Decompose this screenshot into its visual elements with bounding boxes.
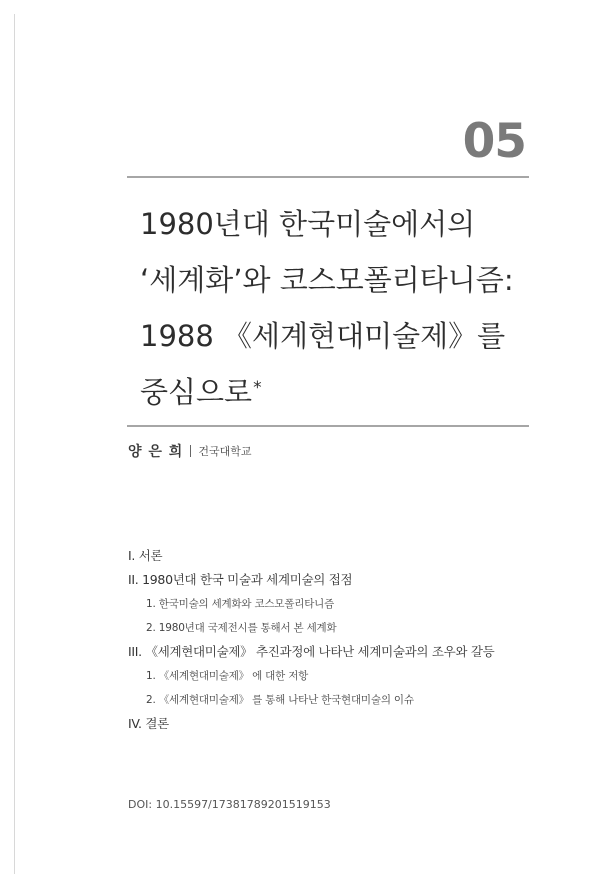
author-line [128, 441, 251, 461]
toc-item: I. 서론 [128, 548, 163, 563]
author-separator [190, 445, 191, 457]
title-line-4 [140, 364, 580, 420]
footnote-mark[interactable]: * [253, 378, 262, 398]
toc-item: IV. 결론 [128, 716, 169, 731]
toc-item: II. 1980년대 한국 미술과 세계미술의 접점 [128, 572, 353, 587]
toc-item: III. 《세계현대미술제》 추진과정에 나타난 세계미술과의 조우와 갈등 [128, 644, 495, 659]
title-line-3: 1988 《세계현대미술제》를 [140, 319, 506, 353]
toc-subitem: 1. 《세계현대미술제》 에 대한 저항 [146, 670, 309, 682]
title-top-rule [127, 176, 529, 178]
page-margin-line [14, 14, 15, 874]
title-line-1: 1980년대 한국미술에서의 [140, 207, 476, 241]
toc-subitem: 2. 1980년대 국제전시를 통해서 본 세계화 [146, 622, 337, 634]
table-of-contents [128, 544, 568, 736]
article-title [140, 196, 580, 420]
toc-subitem: 1. 한국미술의 세계화와 코스모폴리타니즘 [146, 598, 335, 610]
title-line-4-text: 중심으로 [140, 375, 253, 409]
title-line-2: ‘세계화’와 코스모폴리타니즘: [140, 263, 514, 297]
toc-subitem: 2. 《세계현대미술제》 를 통해 나타난 한국현대미술의 이슈 [146, 694, 414, 706]
doi-identifier: DOI: 10.15597/17381789201519153 [128, 798, 331, 811]
author-name: 양 은 희 [128, 444, 184, 460]
title-bottom-rule [127, 425, 529, 427]
author-affiliation: 건국대학교 [198, 445, 252, 458]
chapter-number: 05 [462, 114, 526, 169]
